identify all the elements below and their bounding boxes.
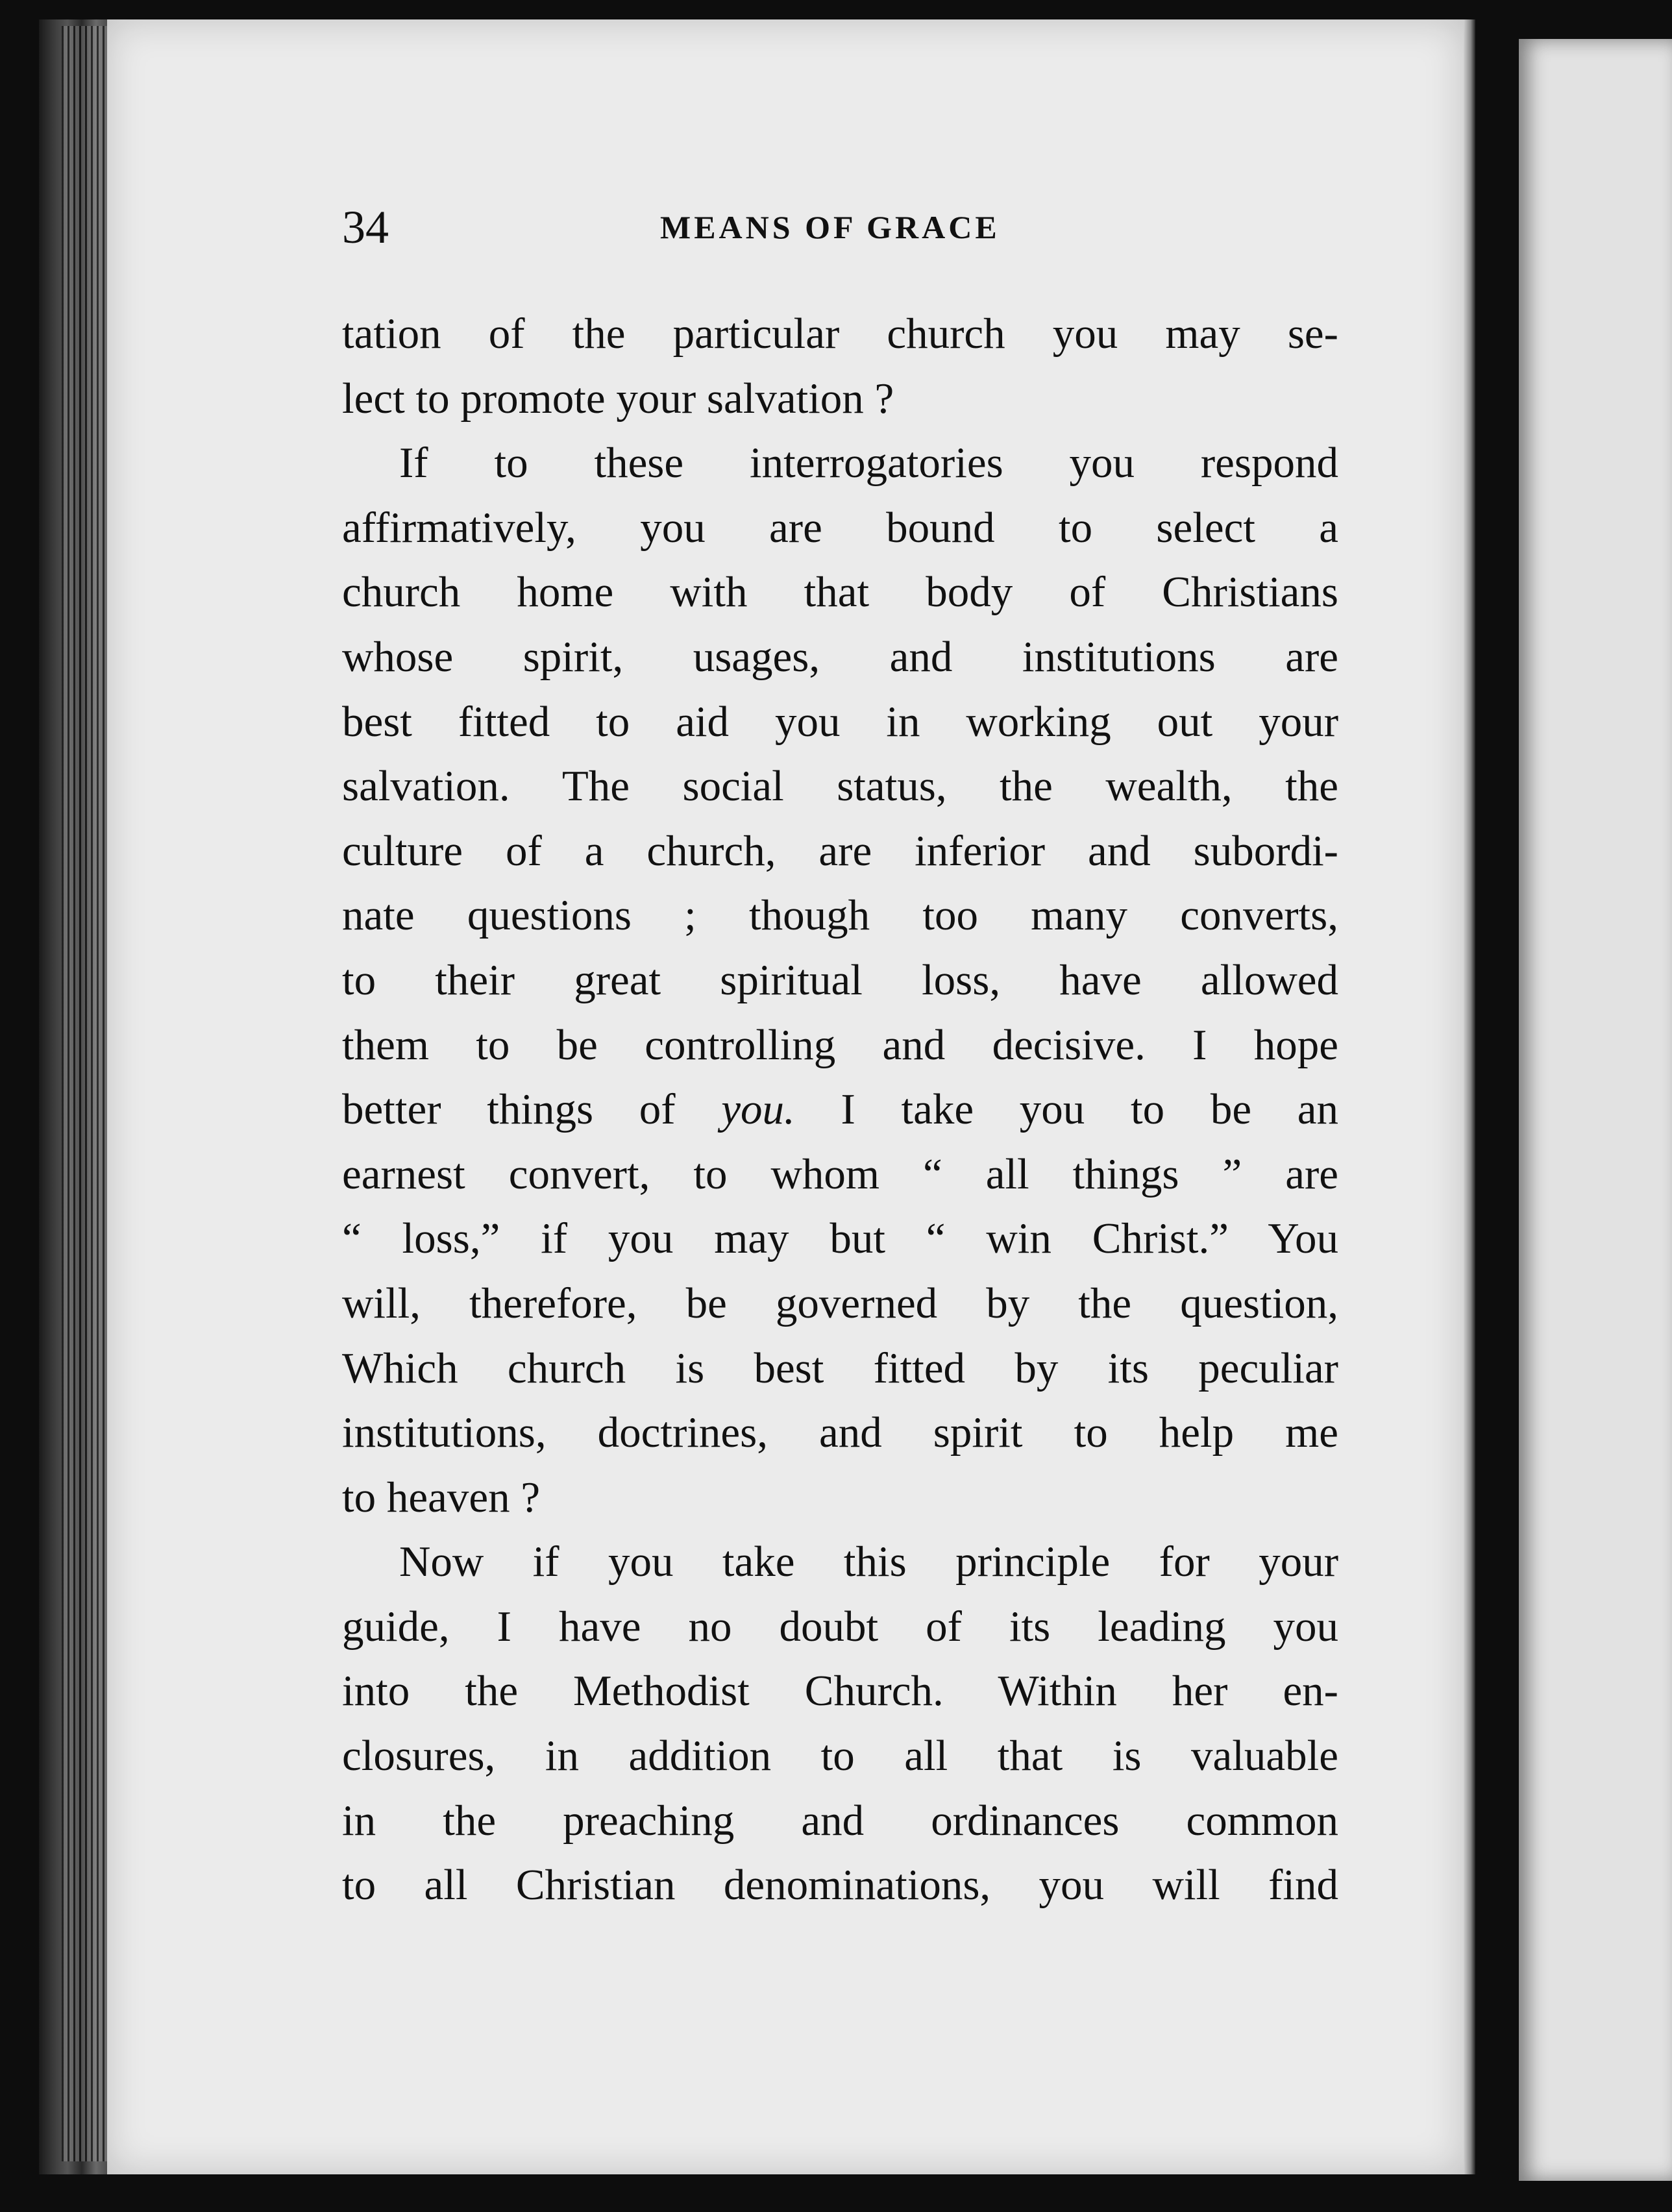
text-fragment: I take you to be an xyxy=(841,1085,1338,1134)
italic-word: you. xyxy=(721,1085,795,1134)
text-line: tation of the particular church you may se- xyxy=(342,310,1338,358)
page-right-edge xyxy=(1464,19,1475,2174)
text-line: “ loss,” if you may but “ win Christ.” You xyxy=(342,1214,1338,1263)
text-line: to heaven ? xyxy=(342,1473,541,1521)
text-line: institutions, doctrines, and spirit to help me xyxy=(342,1408,1338,1457)
text-line: lect to promote your salvation ? xyxy=(342,374,894,423)
text-line: to their great spiritual loss, have allowed xyxy=(342,955,1338,1004)
text-fragment: better things of xyxy=(342,1085,676,1134)
text-line: nate questions ; though too many converts, xyxy=(342,891,1338,940)
text-line: Which church is best fitted by its peculiar xyxy=(342,1344,1338,1392)
page-number: 34 xyxy=(342,201,389,253)
running-head: MEANS OF GRACE xyxy=(660,209,1000,245)
text-line xyxy=(342,1077,1338,1142)
text-line: into the Methodist Church. Within her en- xyxy=(342,1667,1338,1715)
text-line: to all Christian denominations, you will find xyxy=(342,1861,1338,1910)
text-line: best fitted to aid you in working out your xyxy=(342,697,1338,746)
text-line: salvation. The social status, the wealth, the xyxy=(342,762,1338,811)
text-line: affirmatively, you are bound to select a xyxy=(342,503,1338,552)
text-line: culture of a church, are inferior and subordi- xyxy=(342,826,1338,875)
text-line: whose spirit, usages, and institutions are xyxy=(342,632,1338,681)
text-line: guide, I have no doubt of its leading you xyxy=(342,1602,1338,1651)
facing-page xyxy=(1519,39,1672,2181)
body-text xyxy=(342,302,1338,1918)
text-line: them to be controlling and decisive. I hope xyxy=(342,1020,1338,1069)
text-line: earnest convert, to whom “ all things ” are xyxy=(342,1149,1338,1198)
page-header xyxy=(342,198,1342,256)
page-stack-edge xyxy=(62,26,107,2161)
text-line: If to these interrogatories you respond xyxy=(399,439,1338,487)
text-line: closures, in addition to all that is valuable xyxy=(342,1732,1338,1780)
text-line: Now if you take this principle for your xyxy=(399,1538,1338,1586)
text-line: will, therefore, be governed by the question, xyxy=(342,1279,1338,1327)
text-line: in the preaching and ordinances common xyxy=(342,1796,1338,1845)
text-line: church home with that body of Christians xyxy=(342,568,1338,617)
